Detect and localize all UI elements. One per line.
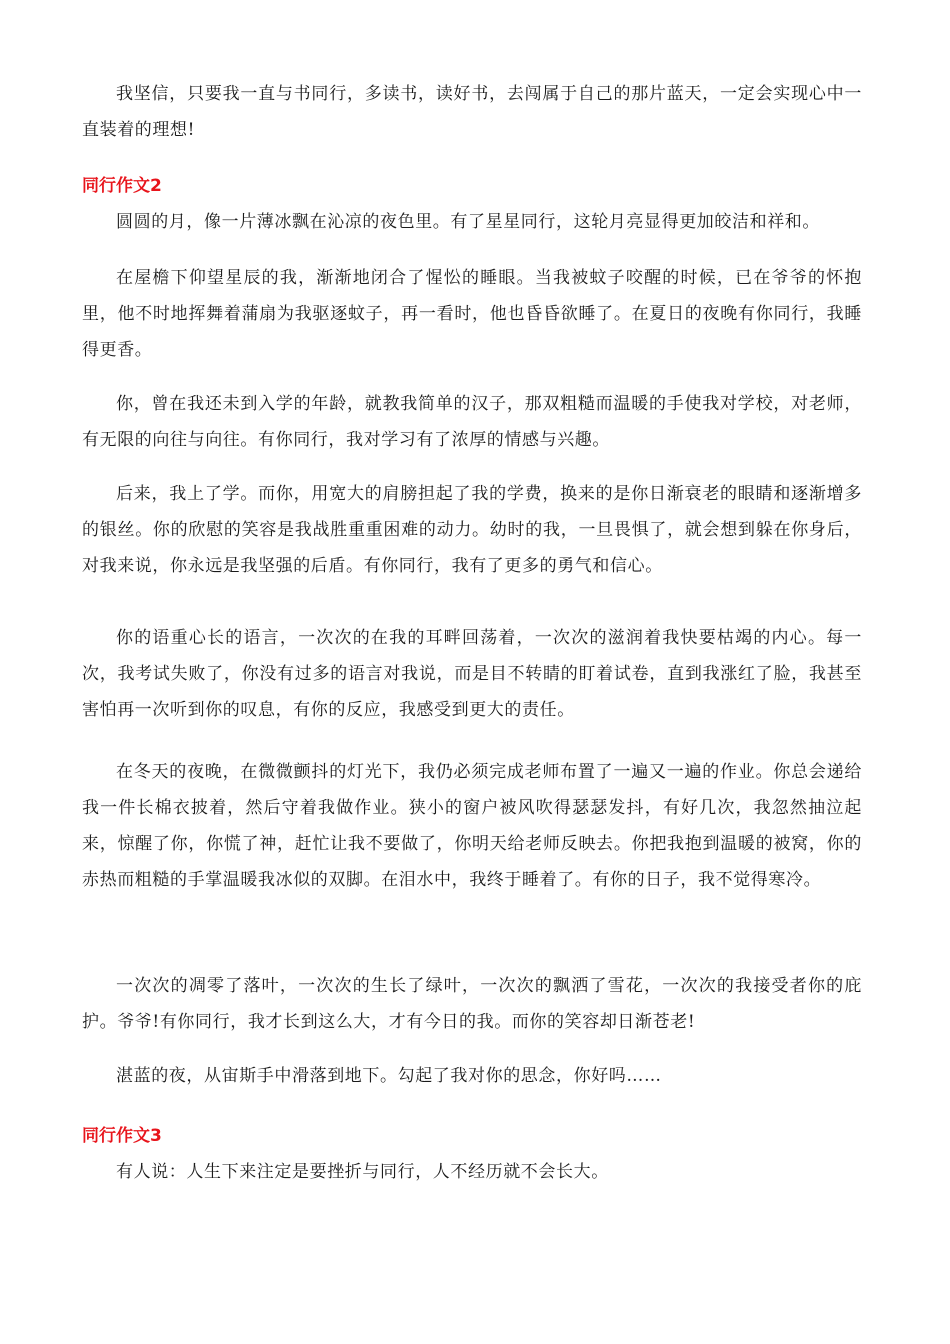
section-heading-2: 同行作文2 xyxy=(82,176,162,196)
section2-paragraph-2: 在屋檐下仰望星辰的我，渐渐地闭合了惺忪的睡眼。当我被蚊子咬醒的时候，已在爷爷的怀抱里，他不时地挥舞着蒲扇为我驱逐蚊子，再一看时，他也昏昏欲睡了。在夏日的夜晚有你同行，我睡得更香。 xyxy=(82,268,862,360)
section2-paragraph-3: 你，曾在我还未到入学的年龄，就教我简单的汉子，那双粗糙而温暖的手使我对学校，对老师，有无限的向往与向往。有你同行，我对学习有了浓厚的情感与兴趣。 xyxy=(82,394,862,450)
section2-paragraph-8: 湛蓝的夜，从宙斯手中滑落到地下。勾起了我对你的思念，你好吗…… xyxy=(116,1066,662,1086)
section2-paragraph-5: 你的语重心长的语言，一次次的在我的耳畔回荡着，一次次的滋润着我快要枯竭的内心。每一次，我考试失败了，你没有过多的语言对我说，而是目不转睛的盯着试卷，直到我涨红了脸，我甚至害怕再一次听到你的叹息，有你的反应，我感受到更大的责任。 xyxy=(82,628,862,720)
section2-paragraph-6: 在冬天的夜晚，在微微颤抖的灯光下，我仍必须完成老师布置了一遍又一遍的作业。你总会递给我一件长棉衣披着，然后守着我做作业。狭小的窗户被风吹得瑟瑟发抖，有好几次，我忽然抽泣起来，惊醒了你，你慌了神，赶忙让我不要做了，你明天给老师反映去。你把我抱到温暖的被窝，你的赤热而粗糙的手掌温暖我冰似的双脚。在泪水中，我终于睡着了。有你的日子，我不觉得寒冷。 xyxy=(82,762,862,890)
section-heading-3: 同行作文3 xyxy=(82,1126,162,1146)
intro-paragraph: 我坚信，只要我一直与书同行，多读书，读好书，去闯属于自己的那片蓝天，一定会实现心中一直装着的理想! xyxy=(82,84,862,140)
section3-paragraph-1: 有人说：人生下来注定是要挫折与同行，人不经历就不会长大。 xyxy=(116,1162,609,1182)
section2-paragraph-1: 圆圆的月，像一片薄冰飘在沁凉的夜色里。有了星星同行，这轮月亮显得更加皎洁和祥和。 xyxy=(116,212,820,232)
section2-paragraph-4: 后来，我上了学。而你，用宽大的肩膀担起了我的学费，换来的是你日渐衰老的眼睛和逐渐增多的银丝。你的欣慰的笑容是我战胜重重困难的动力。幼时的我，一旦畏惧了，就会想到躲在你身后，对我来说，你永远是我坚强的后盾。有你同行，我有了更多的勇气和信心。 xyxy=(82,484,862,576)
section2-paragraph-7: 一次次的凋零了落叶，一次次的生长了绿叶，一次次的飘洒了雪花，一次次的我接受者你的庇护。爷爷!有你同行，我才长到这么大，才有今日的我。而你的笑容却日渐苍老! xyxy=(82,976,862,1032)
